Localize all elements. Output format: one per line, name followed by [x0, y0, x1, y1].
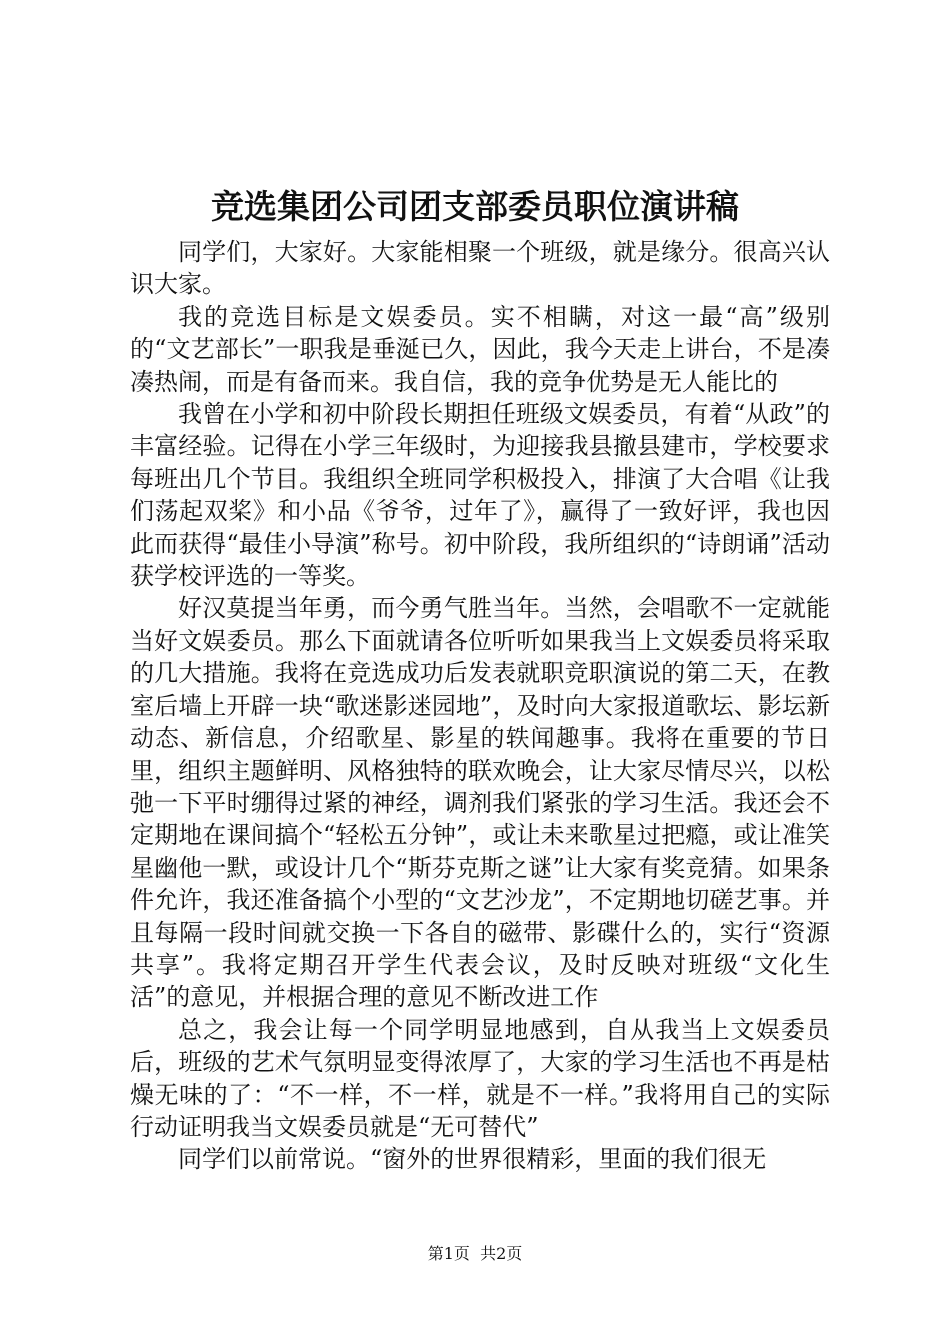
paragraph-summary: 总之，我会让每一个同学明显地感到，自从我当上文娱委员后，班级的艺术气氛明显变得浓厚了，大家的学习生活也不再是枯燥无味的了：“不一样，不一样，就是不一样。”我将用自己的实际行动证明我当文娱委员就是“无可替代”	[130, 1015, 830, 1141]
paragraph-greeting: 同学们，大家好。大家能相聚一个班级，就是缘分。很高兴认识大家。	[130, 238, 830, 299]
paragraph-experience: 我曾在小学和初中阶段长期担任班级文娱委员，有着“从政”的丰富经验。记得在小学三年级时，为迎接我县撤县建市，学校要求每班出几个节目。我组织全班同学积极投入，排演了大合唱《让我们荡起双桨》和小品《爷爷，过年了》，赢得了一致好评，我也因此而获得“最佳小导演”称号。初中阶段，我所组织的“诗朗诵”活动获学校评选的一等奖。	[130, 400, 830, 591]
page-number-footer: 第1页 共2页	[427, 1244, 523, 1263]
document-title: 竞选集团公司团支部委员职位演讲稿	[211, 187, 739, 226]
paragraph-goal: 我的竞选目标是文娱委员。实不相瞒，对这一最“高”级别的“文艺部长”一职我是垂涎已久，因此，我今天走上讲台，不是凑凑热闹，而是有备而来。我自信，我的竞争优势是无人能比的	[130, 302, 830, 396]
paragraph-measures: 好汉莫提当年勇，而今勇气胜当年。当然，会唱歌不一定就能当好文娱委员。那么下面就请各位听听如果我当上文娱委员将采取的几大措施。我将在竞选成功后发表就职竞职演说的第二天，在教室后墙上开辟一块“歌迷影迷园地”，及时向大家报道歌坛、影坛新动态、新信息，介绍歌星、影星的轶闻趣事。我将在重要的节日里，组织主题鲜明、风格独特的联欢晚会，让大家尽情尽兴，以松弛一下平时绷得过紧的神经，调剂我们紧张的学习生活。我还会不定期地在课间搞个“轻松五分钟”，或让未来歌星过把瘾，或让准笑星幽他一默，或设计几个“斯芬克斯之谜”让大家有奖竞猜。如果条件允许，我还准备搞个小型的“文艺沙龙”，不定期地切磋艺事。并且每隔一段时间就交换一下各自的磁带、影碟什么的，实行“资源共享”。我将定期召开学生代表会议，及时反映对班级“文化生活”的意见，并根据合理的意见不断改进工作	[130, 594, 830, 1012]
document-body	[130, 236, 830, 1176]
paragraph-closing: 同学们以前常说。“窗外的世界很精彩，里面的我们很无	[178, 1145, 767, 1174]
